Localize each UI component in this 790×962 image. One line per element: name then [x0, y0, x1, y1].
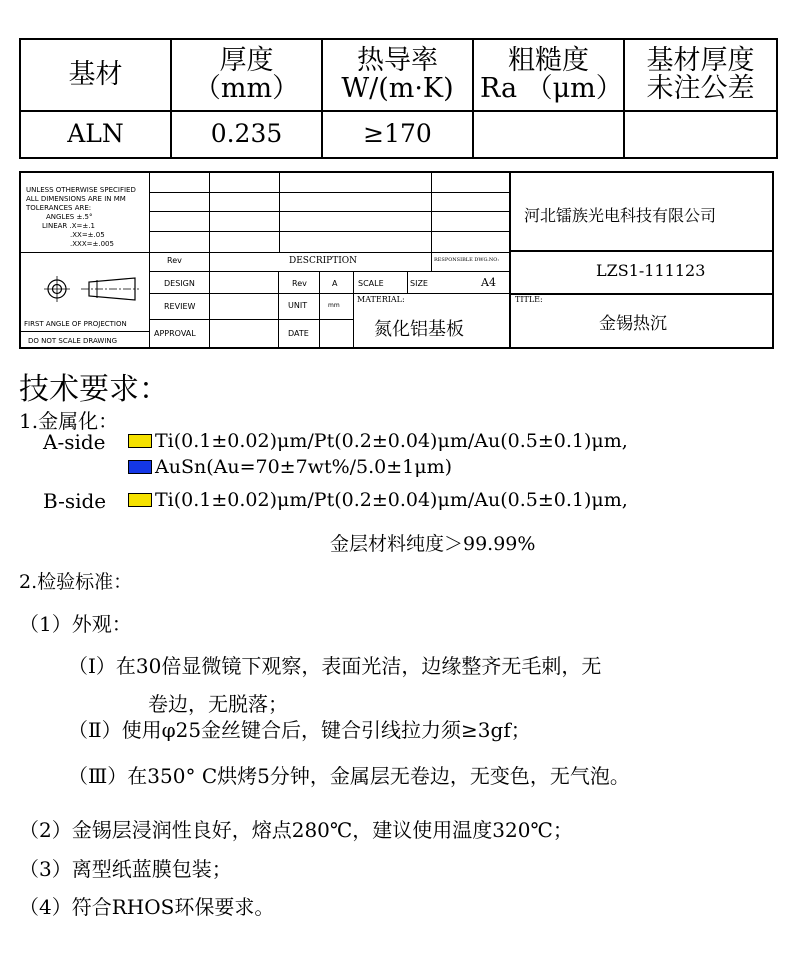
spec-value-substrate: ALN — [20, 111, 171, 158]
projection-label: FIRST ANGLE OF PROJECTION — [24, 320, 127, 328]
description-label: DESCRIPTION — [289, 256, 358, 266]
scale-label: SCALE — [358, 279, 384, 288]
spec-header-tolerance: 基材厚度 未注公差 — [624, 39, 777, 111]
spec-value-thickness: 0.235 — [171, 111, 322, 158]
item-4: （4）符合RHOS环保要求。 — [19, 895, 275, 919]
company-name: 河北镭族光电科技有限公司 — [524, 206, 717, 225]
item-3: （3）离型纸蓝膜包装； — [19, 857, 232, 881]
b-side-line-1: Ti(0.1±0.02)μm/Pt(0.2±0.04)μm/Au(0.5±0.1)μm, — [128, 489, 628, 511]
b-side-label: B-side — [43, 489, 107, 513]
title-value: 金锡热沉 — [599, 314, 667, 334]
responsible-label: RESPONSIBLE DWG.NO: — [434, 257, 500, 263]
unit-value: mm — [328, 302, 340, 309]
spec-header-thickness: 厚度 （mm） — [171, 39, 322, 111]
material-label: MATERIAL: — [357, 295, 405, 304]
requirements-heading: 技术要求： — [19, 372, 169, 407]
a-side-label: A-side — [43, 430, 106, 454]
appearance-title: （1）外观： — [19, 612, 132, 636]
rev-label-2: Rev — [292, 279, 307, 288]
spec-table — [19, 38, 778, 159]
review-label: REVIEW — [164, 302, 196, 311]
title-block — [19, 171, 774, 349]
item-ii: （Ⅱ）使用φ25金丝键合后，键合引线拉力须≥3gf； — [68, 718, 531, 742]
item-2: （2）金锡层浸润性良好，熔点280℃，建议使用温度320℃； — [19, 818, 573, 842]
rev-value: A — [332, 279, 338, 288]
rev-label: Rev — [167, 256, 182, 265]
gold-swatch-icon — [128, 434, 152, 448]
material-value: 氮化铝基板 — [374, 319, 464, 340]
metallization-title: 1.金属化： — [19, 409, 119, 433]
item-iii: （Ⅲ）在350° C烘烤5分钟，金属层无卷边，无变色，无气泡。 — [68, 764, 630, 788]
tolerance-notes: UNLESS OTHERWISE SPECIFIED ALL DIMENSIONS ARE IN MM TOLERANCES ARE: ANGLES ±.5° LINEAR .X=±.1 .XX=±.05 .XXX=±.005 — [26, 186, 136, 248]
no-scale-label: DO NOT SCALE DRAWING — [28, 337, 118, 345]
spec-value-row — [20, 111, 777, 158]
ausn-swatch-icon — [128, 460, 152, 474]
size-label: SIZE — [410, 279, 428, 288]
approval-label: APPROVAL — [154, 329, 196, 338]
inspection-title: 2.检验标准： — [19, 571, 133, 593]
spec-header-substrate: 基材 — [20, 39, 171, 111]
spec-value-roughness — [473, 111, 624, 158]
spec-header-row — [20, 39, 777, 111]
spec-value-thermal-conductivity: ≥170 — [322, 111, 473, 158]
item-i-line-2: 卷边，无脱落； — [148, 692, 288, 716]
spec-value-tolerance — [624, 111, 777, 158]
date-label: DATE — [288, 329, 309, 338]
a-side-line-1: Ti(0.1±0.02)μm/Pt(0.2±0.04)μm/Au(0.5±0.1)μm, — [128, 430, 628, 452]
unit-label: UNIT — [288, 301, 308, 310]
size-value: A4 — [481, 276, 496, 289]
purity-note: 金层材料纯度＞99.99% — [330, 533, 536, 555]
gold-swatch-icon — [128, 493, 152, 507]
design-label: DESIGN — [164, 279, 195, 288]
spec-header-thermal-conductivity: 热导率 W/(m·K) — [322, 39, 473, 111]
item-i-line-1: （Ⅰ）在30倍显微镜下观察，表面光洁，边缘整齐无毛刺，无 — [68, 654, 602, 678]
title-label: TITLE: — [515, 295, 543, 304]
drawing-number: LZS1-111123 — [596, 261, 706, 280]
projection-symbol-icon — [41, 273, 141, 305]
a-side-line-2: AuSn(Au=70±7wt%/5.0±1μm) — [128, 456, 452, 478]
spec-header-roughness: 粗糙度 Ra （μm） — [473, 39, 624, 111]
